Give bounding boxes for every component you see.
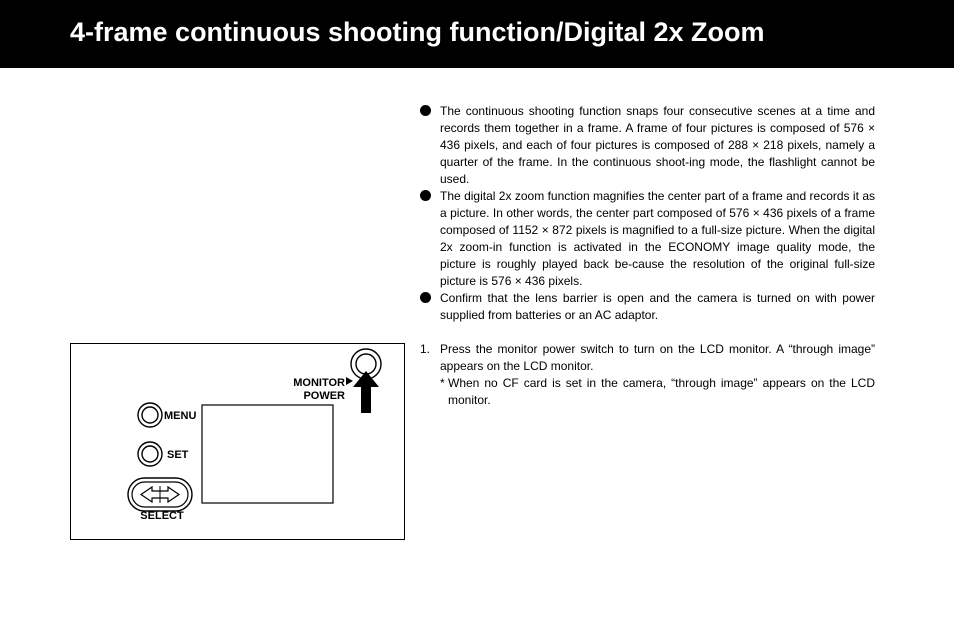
menu-label: MENU bbox=[164, 410, 197, 422]
bullet-dot-icon bbox=[420, 105, 431, 116]
power-label: POWER bbox=[303, 390, 345, 402]
step-text: Press the monitor power switch to turn on the LCD monitor. A “through image” appears on the LCD monitor. bbox=[440, 342, 875, 373]
menu-button bbox=[138, 403, 162, 427]
lcd-monitor-screen bbox=[202, 405, 333, 503]
select-button bbox=[128, 478, 192, 511]
bullet-text: Confirm that the lens barrier is open and the camera is turned on with power supplied from batteries or an AC adaptor. bbox=[440, 291, 875, 322]
header-bar bbox=[0, 0, 954, 68]
bullet-dot-icon bbox=[420, 190, 431, 201]
bullet-text: The digital 2x zoom function magnifies the center part of a frame and records it as a picture. In other words, the center part composed of 576 × 436 pixels of a frame composed of 1152 × 872 pixels is magnified to a full-size picture. When the digital 2x zoom-in function is activated in the ECONOMY image quality mode, the picture is roughly played back be-cause the resolution of the original full-size picture is 576 × 436 pixels. bbox=[440, 189, 875, 288]
instructions-text bbox=[420, 103, 875, 409]
step-number: 1. bbox=[420, 342, 431, 356]
step-item bbox=[420, 341, 875, 375]
bullet-item bbox=[420, 103, 875, 188]
note-text: When no CF card is set in the camera, “through image” appears on the LCD monitor. bbox=[448, 376, 875, 407]
bullet-text: The continuous shooting function snaps four consecutive scenes at a time and records them together in a frame. A frame of four pictures is composed of 576 × 436 pixels, and each of four pictures is composed of 288 × 218 pixels, namely a quarter of the frame. In the continuous shoot-ing mode, the flashlight cannot be used. bbox=[440, 104, 875, 186]
note-asterisk: * bbox=[440, 376, 445, 390]
set-button bbox=[138, 442, 162, 466]
bullet-item bbox=[420, 290, 875, 324]
page-title: 4-frame continuous shooting function/Digital 2x Zoom bbox=[70, 17, 765, 47]
camera-back-diagram bbox=[70, 343, 405, 541]
step-note bbox=[420, 375, 875, 409]
bullet-item bbox=[420, 188, 875, 290]
camera-diagram-svg bbox=[70, 343, 405, 541]
set-label: SET bbox=[167, 449, 189, 461]
bullet-dot-icon bbox=[420, 292, 431, 303]
select-label: SELECT bbox=[140, 510, 184, 522]
monitor-label: MONITOR bbox=[293, 377, 345, 389]
